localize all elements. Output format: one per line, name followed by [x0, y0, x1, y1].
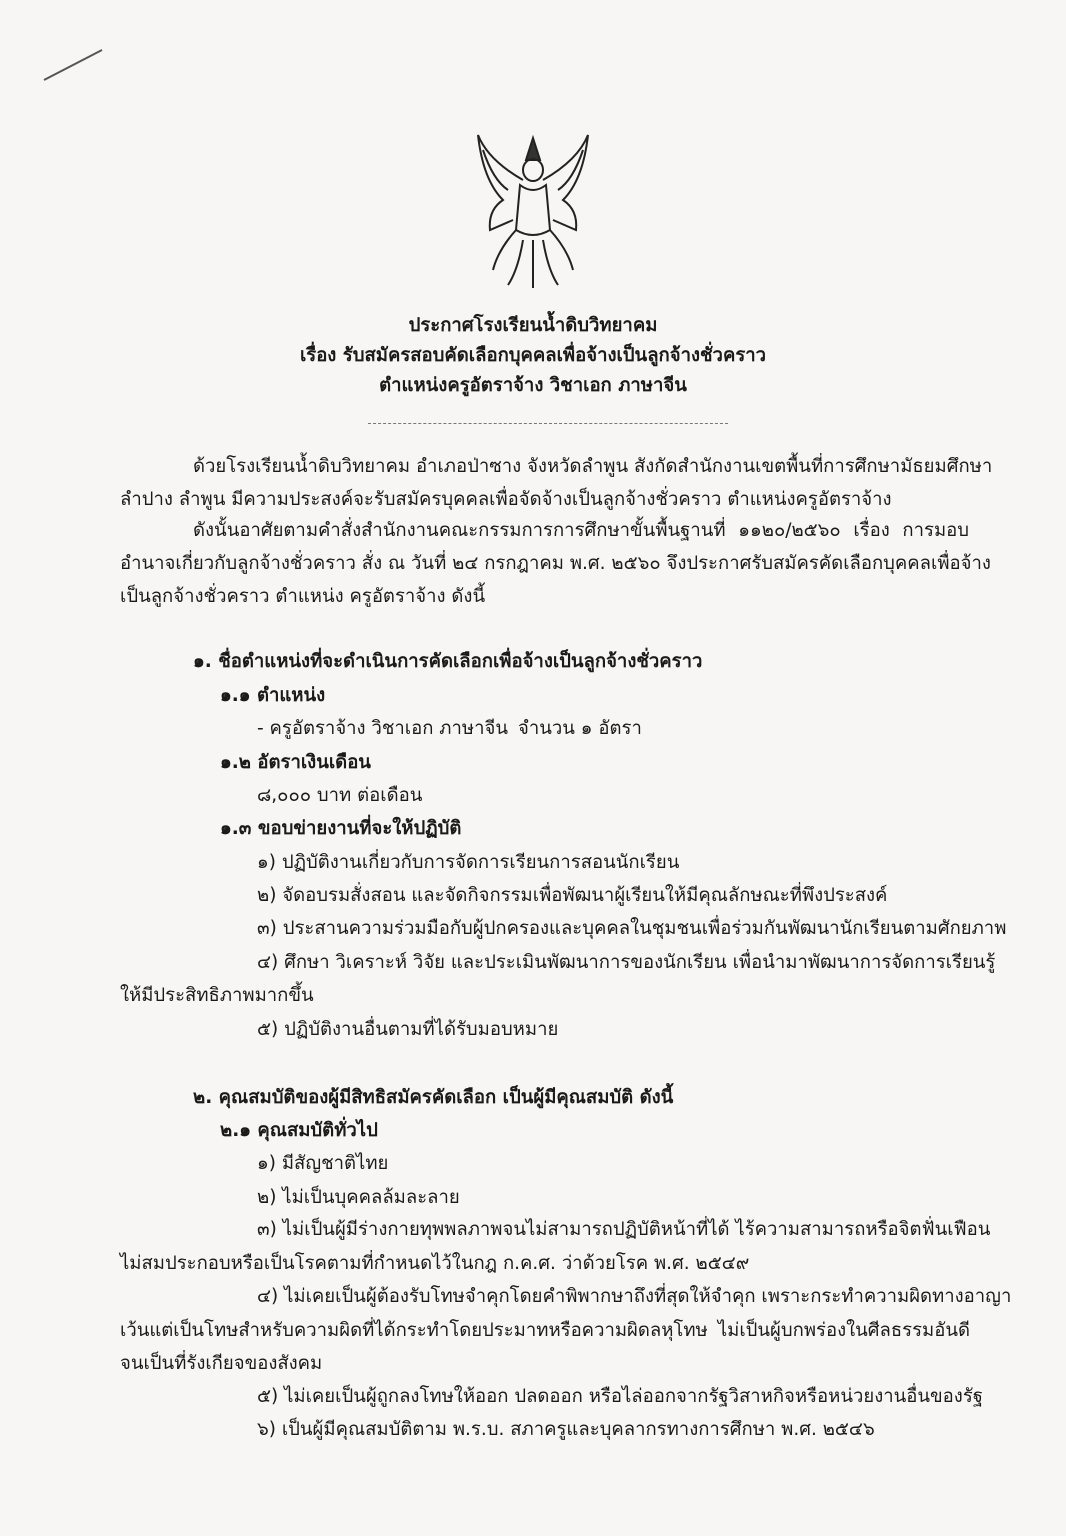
intro-p1-line1: ด้วยโรงเรียนน้ำดิบวิทยาคม อำเภอป่าซาง จังหวัดลำพูน สังกัดสำนักงานเขตพื้นที่การศึกษามัธยมศึกษา — [193, 456, 993, 477]
qualification-item-cont: ไม่สมประกอบหรือเป็นโรคตามที่กำหนดไว้ในกฎ ก.ค.ศ. ว่าด้วยโรค พ.ศ. ๒๕๔๙ — [120, 1253, 750, 1274]
divider — [368, 423, 728, 424]
duty-item-cont: ให้มีประสิทธิภาพมากขึ้น — [120, 985, 314, 1006]
position-count: จำนวน ๑ อัตรา — [518, 718, 642, 739]
duty-item: ๕) ปฏิบัติงานอื่นตามที่ได้รับมอบหมาย — [257, 1019, 559, 1040]
qualification-item: ๒) ไม่เป็นบุคคลล้มละลาย — [257, 1187, 460, 1208]
intro-p2-line2: อำนาจเกี่ยวกับลูกจ้างชั่วคราว สั่ง ณ วันที่ ๒๔ กรกฎาคม พ.ศ. ๒๕๖๐ จึงประกาศรับสมัครคัดเลือกบุคคลเพื่อจ้าง — [120, 553, 991, 574]
duty-item: ๓) ประสานความร่วมมือกับผู้ปกครองและบุคคลในชุมชนเพื่อร่วมกันพัฒนานักเรียนตามศักยภาพ — [257, 918, 1007, 939]
section1-1-heading: ๑.๑ ตำแหน่ง — [220, 685, 326, 706]
intro-p2-line1: ดังนั้นอาศัยตามคำสั่งสำนักงานคณะกรรมการการศึกษาขั้นพื้นฐานที่ ๑๑๒๐/๒๕๖๐ เรื่อง การมอบ — [193, 520, 969, 541]
intro-p1-line2: ลำปาง ลำพูน มีความประสงค์จะรับสมัครบุคคลเพื่อจัดจ้างเป็นลูกจ้างชั่วคราว ตำแหน่งครูอัตราจ้าง — [120, 489, 892, 510]
doc-subject: เรื่อง รับสมัครสอบคัดเลือกบุคคลเพื่อจ้างเป็นลูกจ้างชั่วคราว — [299, 345, 767, 366]
duty-item: ๒) จัดอบรมสั่งสอน และจัดกิจกรรมเพื่อพัฒนาผู้เรียนให้มีคุณลักษณะที่พึงประสงค์ — [257, 885, 888, 906]
section1-heading: ๑. ชื่อตำแหน่งที่จะดำเนินการคัดเลือกเพื่อจ้างเป็นลูกจ้างชั่วคราว — [193, 651, 703, 672]
doc-title: ประกาศโรงเรียนน้ำดิบวิทยาคม — [408, 315, 658, 336]
section2-1-heading: ๒.๑ คุณสมบัติทั่วไป — [220, 1120, 378, 1141]
pen-mark — [40, 40, 110, 90]
qualification-item-cont: เว้นแต่เป็นโทษสำหรับความผิดที่ได้กระทำโดยประมาทหรือความผิดลหุโทษ ไม่เป็นผู้บกพร่องในศีลธรรมอันดี — [120, 1320, 970, 1341]
doc-position: ตำแหน่งครูอัตราจ้าง วิชาเอก ภาษาจีน — [379, 375, 687, 396]
salary-value: ๘,๐๐๐ บาท ต่อเดือน — [257, 785, 423, 806]
qualification-item: ๓) ไม่เป็นผู้มีร่างกายทุพพลภาพจนไม่สามารถปฏิบัติหน้าที่ได้ ไร้ความสามารถหรือจิตฟั่นเฟือน — [257, 1219, 991, 1240]
duty-item: ๑) ปฏิบัติงานเกี่ยวกับการจัดการเรียนการสอนนักเรียน — [257, 852, 680, 873]
duty-item: ๔) ศึกษา วิเคราะห์ วิจัย และประเมินพัฒนาการของนักเรียน เพื่อนำมาพัฒนาการจัดการเรียนรู้ — [257, 952, 996, 973]
qualification-item: ๕) ไม่เคยเป็นผู้ถูกลงโทษให้ออก ปลดออก หรือไล่ออกจากรัฐวิสาหกิจหรือหน่วยงานอื่นของรัฐ — [257, 1386, 983, 1407]
section2-heading: ๒. คุณสมบัติของผู้มีสิทธิสมัครคัดเลือก เป็นผู้มีคุณสมบัติ ดังนี้ — [193, 1087, 674, 1108]
qualification-item: ๖) เป็นผู้มีคุณสมบัติตาม พ.ร.บ. สภาครูและบุคลากรทางการศึกษา พ.ศ. ๒๕๔๖ — [257, 1419, 875, 1440]
section1-2-heading: ๑.๒ อัตราเงินเดือน — [220, 752, 371, 773]
qualification-item: ๑) มีสัญชาติไทย — [257, 1153, 389, 1174]
position-item: - ครูอัตราจ้าง วิชาเอก ภาษาจีน — [257, 718, 508, 739]
qualification-item-cont: จนเป็นที่รังเกียจของสังคม — [120, 1353, 323, 1374]
intro-p2-line3: เป็นลูกจ้างชั่วคราว ตำแหน่ง ครูอัตราจ้าง ดังนี้ — [120, 586, 486, 607]
qualification-item: ๔) ไม่เคยเป็นผู้ต้องรับโทษจำคุกโดยคำพิพากษาถึงที่สุดให้จำคุก เพราะกระทำความผิดทางอาญา — [257, 1286, 1012, 1307]
section1-3-heading: ๑.๓ ขอบข่ายงานที่จะให้ปฏิบัติ — [220, 818, 462, 839]
garuda-emblem-icon — [468, 130, 598, 290]
